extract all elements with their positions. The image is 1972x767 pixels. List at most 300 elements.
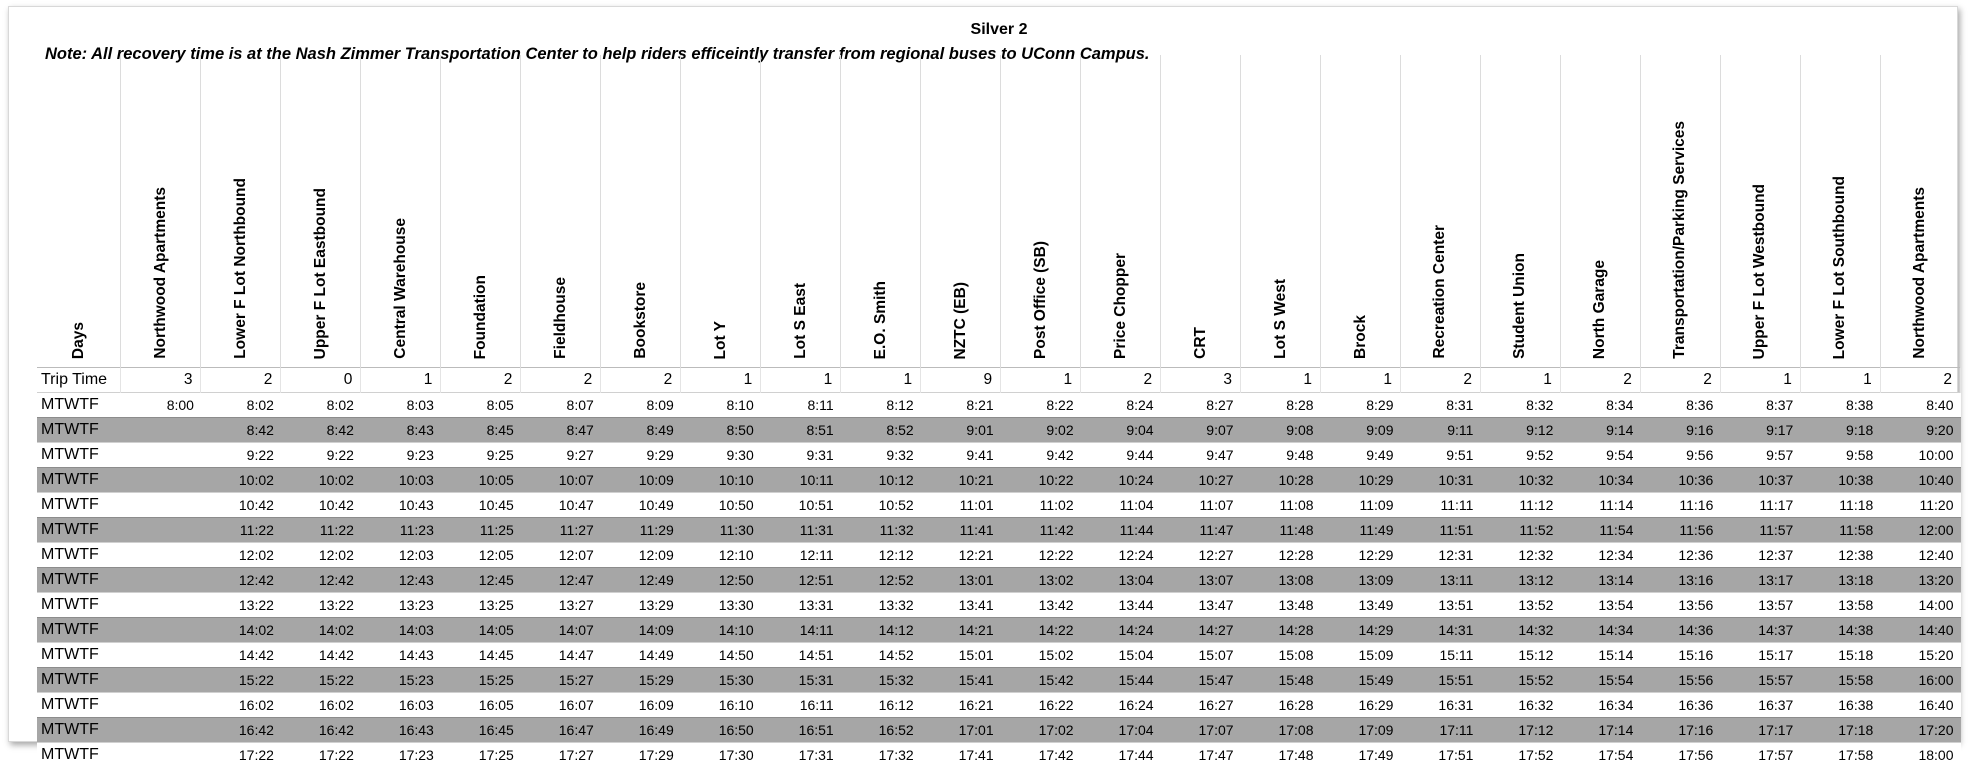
time-cell: 13:20 bbox=[1880, 568, 1960, 593]
time-cell: 10:07 bbox=[521, 468, 601, 493]
time-cell: 11:57 bbox=[1720, 518, 1800, 543]
days-cell: MTWTF bbox=[37, 543, 121, 568]
time-cell: 15:11 bbox=[1400, 643, 1480, 668]
time-cell: 10:11 bbox=[761, 468, 841, 493]
time-cell: 13:16 bbox=[1640, 568, 1720, 593]
time-cell: 10:32 bbox=[1480, 468, 1560, 493]
time-cell: 17:42 bbox=[1001, 743, 1081, 767]
time-cell: 10:00 bbox=[1880, 443, 1960, 468]
time-cell: 14:29 bbox=[1321, 618, 1401, 643]
time-cell: 9:41 bbox=[921, 443, 1001, 468]
time-cell: 14:12 bbox=[841, 618, 921, 643]
time-cell: 17:09 bbox=[1321, 718, 1401, 743]
time-cell: 12:02 bbox=[201, 543, 281, 568]
stop-name: Recreation Center bbox=[1431, 225, 1449, 359]
time-cell: 17:30 bbox=[681, 743, 761, 767]
time-cell: 8:40 bbox=[1880, 393, 1960, 418]
time-cell: 17:31 bbox=[761, 743, 841, 767]
time-cell: 9:58 bbox=[1800, 443, 1880, 468]
stop-name: Post Office (SB) bbox=[1032, 241, 1050, 359]
stop-column-header bbox=[1241, 55, 1321, 368]
time-cell: 16:32 bbox=[1480, 693, 1560, 718]
time-cell bbox=[121, 718, 201, 743]
time-cell: 10:49 bbox=[601, 493, 681, 518]
days-cell: MTWTF bbox=[37, 493, 121, 518]
stop-column-header bbox=[761, 55, 841, 368]
time-cell: 14:42 bbox=[281, 643, 361, 668]
time-cell: 11:47 bbox=[1161, 518, 1241, 543]
time-cell: 11:52 bbox=[1480, 518, 1560, 543]
time-cell: 13:07 bbox=[1161, 568, 1241, 593]
time-cell: 15:58 bbox=[1800, 668, 1880, 693]
time-cell: 13:23 bbox=[361, 593, 441, 618]
time-cell: 10:43 bbox=[361, 493, 441, 518]
time-cell: 13:47 bbox=[1161, 593, 1241, 618]
time-cell: 10:02 bbox=[201, 468, 281, 493]
stop-name: Price Chopper bbox=[1112, 253, 1130, 359]
time-cell: 11:09 bbox=[1321, 493, 1401, 518]
time-cell: 16:02 bbox=[281, 693, 361, 718]
time-cell: 8:36 bbox=[1640, 393, 1720, 418]
time-cell: 13:04 bbox=[1081, 568, 1161, 593]
time-cell: 12:29 bbox=[1321, 543, 1401, 568]
days-cell: MTWTF bbox=[37, 568, 121, 593]
time-cell: 13:30 bbox=[681, 593, 761, 618]
time-cell: 11:41 bbox=[921, 518, 1001, 543]
time-cell: 15:48 bbox=[1241, 668, 1321, 693]
table-row bbox=[37, 568, 1961, 593]
time-cell bbox=[121, 668, 201, 693]
time-cell: 16:28 bbox=[1241, 693, 1321, 718]
time-cell: 15:18 bbox=[1800, 643, 1880, 668]
time-cell: 8:45 bbox=[441, 418, 521, 443]
time-cell: 14:47 bbox=[521, 643, 601, 668]
time-cell bbox=[121, 693, 201, 718]
time-cell: 13:42 bbox=[1001, 593, 1081, 618]
time-cell: 9:09 bbox=[1321, 418, 1401, 443]
time-cell: 9:01 bbox=[921, 418, 1001, 443]
table-row bbox=[37, 618, 1961, 643]
trip-time-cell: 2 bbox=[441, 368, 521, 393]
days-cell: MTWTF bbox=[37, 643, 121, 668]
time-cell: 15:20 bbox=[1880, 643, 1960, 668]
trip-time-cell: 1 bbox=[681, 368, 761, 393]
time-cell: 9:54 bbox=[1560, 443, 1640, 468]
stop-column-header bbox=[841, 55, 921, 368]
time-cell: 14:42 bbox=[201, 643, 281, 668]
time-cell: 13:14 bbox=[1560, 568, 1640, 593]
time-cell: 12:38 bbox=[1800, 543, 1880, 568]
time-cell: 8:47 bbox=[521, 418, 601, 443]
time-cell: 10:12 bbox=[841, 468, 921, 493]
time-cell: 13:22 bbox=[281, 593, 361, 618]
days-cell: MTWTF bbox=[37, 518, 121, 543]
time-cell bbox=[121, 468, 201, 493]
stop-name: E.O. Smith bbox=[872, 281, 890, 359]
time-cell: 9:23 bbox=[361, 443, 441, 468]
time-cell: 14:49 bbox=[601, 643, 681, 668]
time-cell: 11:56 bbox=[1640, 518, 1720, 543]
time-cell: 15:52 bbox=[1480, 668, 1560, 693]
time-cell: 8:12 bbox=[841, 393, 921, 418]
time-cell: 8:38 bbox=[1800, 393, 1880, 418]
time-cell: 11:48 bbox=[1241, 518, 1321, 543]
days-cell: MTWTF bbox=[37, 618, 121, 643]
time-cell: 11:07 bbox=[1161, 493, 1241, 518]
time-cell: 11:44 bbox=[1081, 518, 1161, 543]
time-cell: 12:42 bbox=[281, 568, 361, 593]
days-column-header bbox=[37, 55, 121, 368]
time-cell: 15:47 bbox=[1161, 668, 1241, 693]
time-cell: 14:03 bbox=[361, 618, 441, 643]
time-cell: 9:49 bbox=[1321, 443, 1401, 468]
time-cell: 17:14 bbox=[1560, 718, 1640, 743]
stop-name: Lower F Lot Northbound bbox=[232, 178, 250, 359]
time-cell: 14:02 bbox=[201, 618, 281, 643]
stop-name: Fieldhouse bbox=[552, 277, 570, 359]
time-cell: 9:18 bbox=[1800, 418, 1880, 443]
time-cell: 15:51 bbox=[1400, 668, 1480, 693]
time-cell: 12:07 bbox=[521, 543, 601, 568]
time-cell: 9:57 bbox=[1720, 443, 1800, 468]
stop-name: Transportation/Parking Services bbox=[1671, 121, 1689, 359]
time-cell: 17:08 bbox=[1241, 718, 1321, 743]
time-cell: 10:09 bbox=[601, 468, 681, 493]
time-cell: 10:38 bbox=[1800, 468, 1880, 493]
time-cell: 10:42 bbox=[281, 493, 361, 518]
trip-time-cell: 2 bbox=[1400, 368, 1480, 393]
table-row bbox=[37, 493, 1961, 518]
trip-time-cell: 1 bbox=[1001, 368, 1081, 393]
time-cell: 14:32 bbox=[1480, 618, 1560, 643]
time-cell: 13:18 bbox=[1800, 568, 1880, 593]
trip-time-cell: 1 bbox=[1720, 368, 1800, 393]
stop-column-header bbox=[1800, 55, 1880, 368]
time-cell: 8:49 bbox=[601, 418, 681, 443]
trip-time-row bbox=[37, 368, 1961, 393]
time-cell: 12:51 bbox=[761, 568, 841, 593]
time-cell bbox=[121, 593, 201, 618]
trip-time-cell: 2 bbox=[1560, 368, 1640, 393]
stop-name: Bookstore bbox=[632, 282, 650, 359]
time-cell: 14:28 bbox=[1241, 618, 1321, 643]
time-cell: 15:31 bbox=[761, 668, 841, 693]
time-cell: 17:18 bbox=[1800, 718, 1880, 743]
time-cell: 14:37 bbox=[1720, 618, 1800, 643]
table-row bbox=[37, 468, 1961, 493]
time-cell: 12:00 bbox=[1880, 518, 1960, 543]
time-cell bbox=[121, 443, 201, 468]
time-cell: 9:56 bbox=[1640, 443, 1720, 468]
time-cell: 11:16 bbox=[1640, 493, 1720, 518]
time-cell: 8:07 bbox=[521, 393, 601, 418]
time-cell: 17:32 bbox=[841, 743, 921, 767]
time-cell: 17:41 bbox=[921, 743, 1001, 767]
time-cell bbox=[121, 568, 201, 593]
time-cell: 12:22 bbox=[1001, 543, 1081, 568]
time-cell: 9:25 bbox=[441, 443, 521, 468]
time-cell: 15:29 bbox=[601, 668, 681, 693]
table-row bbox=[37, 718, 1961, 743]
time-cell: 17:23 bbox=[361, 743, 441, 767]
time-cell: 8:51 bbox=[761, 418, 841, 443]
time-cell: 17:56 bbox=[1640, 743, 1720, 767]
time-cell: 16:42 bbox=[281, 718, 361, 743]
stop-column-header bbox=[281, 55, 361, 368]
time-cell: 9:14 bbox=[1560, 418, 1640, 443]
time-cell: 11:51 bbox=[1400, 518, 1480, 543]
time-cell: 12:28 bbox=[1241, 543, 1321, 568]
time-cell: 13:12 bbox=[1480, 568, 1560, 593]
time-cell: 11:32 bbox=[841, 518, 921, 543]
time-cell: 12:10 bbox=[681, 543, 761, 568]
table-row bbox=[37, 393, 1961, 418]
time-cell: 10:51 bbox=[761, 493, 841, 518]
time-cell: 16:03 bbox=[361, 693, 441, 718]
time-cell: 9:27 bbox=[521, 443, 601, 468]
time-cell: 14:11 bbox=[761, 618, 841, 643]
time-cell: 14:22 bbox=[1001, 618, 1081, 643]
time-cell: 9:08 bbox=[1241, 418, 1321, 443]
time-cell: 17:20 bbox=[1880, 718, 1960, 743]
time-cell: 14:10 bbox=[681, 618, 761, 643]
time-cell: 15:32 bbox=[841, 668, 921, 693]
table-row bbox=[37, 693, 1961, 718]
time-cell: 11:04 bbox=[1081, 493, 1161, 518]
table-row bbox=[37, 518, 1961, 543]
stop-name: CRT bbox=[1192, 327, 1210, 359]
stop-column-header bbox=[601, 55, 681, 368]
time-cell: 12:40 bbox=[1880, 543, 1960, 568]
time-cell: 12:42 bbox=[201, 568, 281, 593]
time-cell: 10:03 bbox=[361, 468, 441, 493]
time-cell: 15:16 bbox=[1640, 643, 1720, 668]
stop-name: Upper F Lot Eastbound bbox=[312, 188, 330, 359]
time-cell: 17:12 bbox=[1480, 718, 1560, 743]
time-cell: 8:02 bbox=[201, 393, 281, 418]
time-cell: 16:43 bbox=[361, 718, 441, 743]
table-row bbox=[37, 443, 1961, 468]
time-cell: 11:54 bbox=[1560, 518, 1640, 543]
time-cell: 12:09 bbox=[601, 543, 681, 568]
trip-time-label: Trip Time bbox=[37, 368, 121, 393]
time-cell: 14:07 bbox=[521, 618, 601, 643]
days-cell: MTWTF bbox=[37, 718, 121, 743]
time-cell: 10:42 bbox=[201, 493, 281, 518]
stop-column-header bbox=[201, 55, 281, 368]
stop-column-header bbox=[681, 55, 761, 368]
time-cell: 12:36 bbox=[1640, 543, 1720, 568]
trip-time-cell: 1 bbox=[1800, 368, 1880, 393]
time-cell: 15:54 bbox=[1560, 668, 1640, 693]
time-cell: 8:29 bbox=[1321, 393, 1401, 418]
time-cell: 15:57 bbox=[1720, 668, 1800, 693]
table-row bbox=[37, 543, 1961, 568]
time-cell: 15:49 bbox=[1321, 668, 1401, 693]
time-cell: 16:47 bbox=[521, 718, 601, 743]
stop-column-header bbox=[441, 55, 521, 368]
time-cell: 9:42 bbox=[1001, 443, 1081, 468]
time-cell: 13:22 bbox=[201, 593, 281, 618]
time-cell: 10:45 bbox=[441, 493, 521, 518]
time-cell: 11:02 bbox=[1001, 493, 1081, 518]
time-cell: 11:17 bbox=[1720, 493, 1800, 518]
time-cell: 17:47 bbox=[1161, 743, 1241, 767]
trip-time-cell: 2 bbox=[1640, 368, 1720, 393]
trip-time-cell: 3 bbox=[1161, 368, 1241, 393]
time-cell: 8:10 bbox=[681, 393, 761, 418]
time-cell: 11:30 bbox=[681, 518, 761, 543]
time-cell: 10:34 bbox=[1560, 468, 1640, 493]
stop-column-header bbox=[361, 55, 441, 368]
stop-name: Student Union bbox=[1511, 253, 1529, 359]
days-header-label: Days bbox=[70, 322, 88, 359]
time-cell: 10:52 bbox=[841, 493, 921, 518]
time-cell: 8:05 bbox=[441, 393, 521, 418]
time-cell: 14:02 bbox=[281, 618, 361, 643]
time-cell: 17:17 bbox=[1720, 718, 1800, 743]
schedule-note: Note: All recovery time is at the Nash Zimmer Transportation Center to help riders efficeintly transfer from regional buses to UConn Campus. bbox=[45, 45, 1150, 64]
time-cell: 15:44 bbox=[1081, 668, 1161, 693]
time-cell: 15:08 bbox=[1241, 643, 1321, 668]
time-cell: 11:49 bbox=[1321, 518, 1401, 543]
time-cell: 16:49 bbox=[601, 718, 681, 743]
stop-name: North Garage bbox=[1591, 260, 1609, 359]
time-cell: 9:12 bbox=[1480, 418, 1560, 443]
time-cell: 14:27 bbox=[1161, 618, 1241, 643]
time-cell: 9:48 bbox=[1241, 443, 1321, 468]
time-cell: 11:14 bbox=[1560, 493, 1640, 518]
stop-name: Northwood Apartments bbox=[1911, 187, 1929, 359]
time-cell: 12:49 bbox=[601, 568, 681, 593]
days-cell: MTWTF bbox=[37, 393, 121, 418]
time-cell: 14:40 bbox=[1880, 618, 1960, 643]
time-cell: 17:01 bbox=[921, 718, 1001, 743]
time-cell: 8:02 bbox=[281, 393, 361, 418]
time-cell: 13:31 bbox=[761, 593, 841, 618]
time-cell: 8:28 bbox=[1241, 393, 1321, 418]
days-cell: MTWTF bbox=[37, 418, 121, 443]
time-cell: 11:01 bbox=[921, 493, 1001, 518]
stop-column-header bbox=[1640, 55, 1720, 368]
time-cell: 16:09 bbox=[601, 693, 681, 718]
stop-column-header bbox=[121, 55, 201, 368]
stop-name: Brock bbox=[1352, 315, 1370, 359]
time-cell: 17:02 bbox=[1001, 718, 1081, 743]
time-cell: 12:45 bbox=[441, 568, 521, 593]
trip-time-cell: 2 bbox=[521, 368, 601, 393]
time-cell: 14:52 bbox=[841, 643, 921, 668]
time-cell: 12:43 bbox=[361, 568, 441, 593]
time-cell: 9:04 bbox=[1081, 418, 1161, 443]
time-cell: 17:58 bbox=[1800, 743, 1880, 767]
time-cell: 10:50 bbox=[681, 493, 761, 518]
stop-column-header bbox=[1880, 55, 1960, 368]
time-cell: 15:23 bbox=[361, 668, 441, 693]
time-cell: 8:27 bbox=[1161, 393, 1241, 418]
time-cell: 10:28 bbox=[1241, 468, 1321, 493]
stop-name: Northwood Apartments bbox=[152, 187, 170, 359]
time-cell: 17:54 bbox=[1560, 743, 1640, 767]
stop-column-header bbox=[1560, 55, 1640, 368]
time-cell: 15:02 bbox=[1001, 643, 1081, 668]
time-cell: 9:29 bbox=[601, 443, 681, 468]
table-row bbox=[37, 643, 1961, 668]
stop-column-header bbox=[1321, 55, 1401, 368]
stop-column-header bbox=[1161, 55, 1241, 368]
time-cell: 15:14 bbox=[1560, 643, 1640, 668]
time-cell: 10:36 bbox=[1640, 468, 1720, 493]
time-cell: 9:51 bbox=[1400, 443, 1480, 468]
stop-name: Central Warehouse bbox=[392, 218, 410, 359]
time-cell: 11:22 bbox=[281, 518, 361, 543]
time-cell: 8:43 bbox=[361, 418, 441, 443]
trip-time-cell: 1 bbox=[761, 368, 841, 393]
time-cell: 15:42 bbox=[1001, 668, 1081, 693]
time-cell: 8:31 bbox=[1400, 393, 1480, 418]
time-cell: 13:11 bbox=[1400, 568, 1480, 593]
time-cell: 12:37 bbox=[1720, 543, 1800, 568]
trip-time-cell: 2 bbox=[601, 368, 681, 393]
time-cell: 14:31 bbox=[1400, 618, 1480, 643]
time-cell: 10:31 bbox=[1400, 468, 1480, 493]
stop-column-header bbox=[1720, 55, 1800, 368]
time-cell: 16:05 bbox=[441, 693, 521, 718]
days-cell: MTWTF bbox=[37, 443, 121, 468]
time-cell: 11:29 bbox=[601, 518, 681, 543]
time-cell: 15:27 bbox=[521, 668, 601, 693]
time-cell: 16:38 bbox=[1800, 693, 1880, 718]
time-cell: 16:36 bbox=[1640, 693, 1720, 718]
time-cell: 11:20 bbox=[1880, 493, 1960, 518]
time-cell: 8:11 bbox=[761, 393, 841, 418]
stop-name: NZTC (EB) bbox=[952, 282, 970, 360]
time-cell: 12:32 bbox=[1480, 543, 1560, 568]
trip-time-cell: 3 bbox=[121, 368, 201, 393]
time-cell: 17:48 bbox=[1241, 743, 1321, 767]
time-cell: 13:56 bbox=[1640, 593, 1720, 618]
time-cell: 16:02 bbox=[201, 693, 281, 718]
time-cell: 18:00 bbox=[1880, 743, 1960, 767]
time-cell: 17:51 bbox=[1400, 743, 1480, 767]
time-cell: 17:44 bbox=[1081, 743, 1161, 767]
time-cell: 16:22 bbox=[1001, 693, 1081, 718]
time-cell: 11:42 bbox=[1001, 518, 1081, 543]
time-cell: 16:40 bbox=[1880, 693, 1960, 718]
time-cell: 8:09 bbox=[601, 393, 681, 418]
time-cell: 17:16 bbox=[1640, 718, 1720, 743]
time-cell: 8:42 bbox=[201, 418, 281, 443]
time-cell: 13:57 bbox=[1720, 593, 1800, 618]
time-cell: 10:40 bbox=[1880, 468, 1960, 493]
time-cell: 12:34 bbox=[1560, 543, 1640, 568]
time-cell: 16:29 bbox=[1321, 693, 1401, 718]
time-cell: 14:21 bbox=[921, 618, 1001, 643]
time-cell bbox=[121, 643, 201, 668]
time-cell: 14:09 bbox=[601, 618, 681, 643]
time-cell: 9:47 bbox=[1161, 443, 1241, 468]
time-cell bbox=[121, 518, 201, 543]
time-cell bbox=[121, 743, 201, 767]
time-cell: 10:29 bbox=[1321, 468, 1401, 493]
time-cell: 11:08 bbox=[1241, 493, 1321, 518]
time-cell: 9:17 bbox=[1720, 418, 1800, 443]
time-cell: 16:31 bbox=[1400, 693, 1480, 718]
time-cell: 15:30 bbox=[681, 668, 761, 693]
time-cell: 9:31 bbox=[761, 443, 841, 468]
time-cell: 8:22 bbox=[1001, 393, 1081, 418]
time-cell: 13:48 bbox=[1241, 593, 1321, 618]
